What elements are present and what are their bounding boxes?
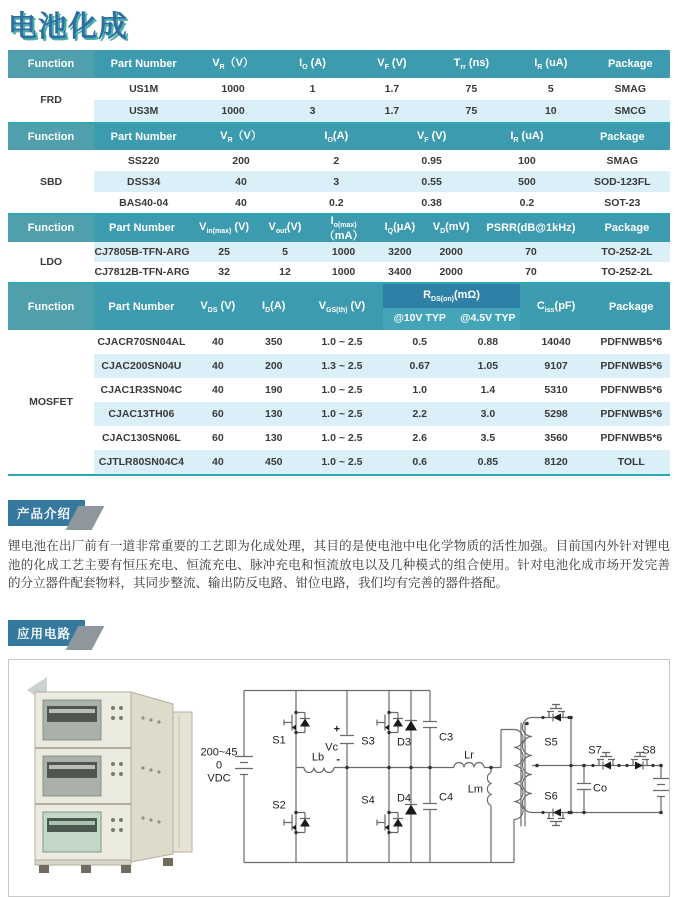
cell: SOT-23 [575, 192, 670, 214]
label-vc-minus: - [336, 753, 340, 766]
label-s2: S2 [272, 799, 286, 812]
cell: 190 [247, 378, 301, 402]
cell: PDFNWB5*6 [592, 402, 670, 426]
cell: 1.0 ~ 2.5 [301, 402, 384, 426]
column-header: $V_R(V)$ [193, 124, 288, 150]
function-cell: LDO [8, 242, 94, 283]
cell: 130 [247, 402, 301, 426]
cell: 40 [189, 450, 247, 475]
cell: CJAC200SN04U [94, 354, 189, 378]
column-header: Part Number [94, 50, 193, 78]
application-circuit-figure [8, 659, 670, 897]
table-row [8, 171, 670, 192]
table-row [8, 354, 670, 378]
label-c3: C3 [439, 731, 454, 744]
table-row [8, 450, 670, 475]
cell: 1.3 ~ 2.5 [301, 354, 384, 378]
cell: 100 [479, 150, 574, 171]
cell: 1.0 ~ 2.5 [301, 426, 384, 450]
column-header: Function [8, 124, 94, 150]
cell: 1.4 [456, 378, 520, 402]
cell: SS220 [94, 150, 193, 171]
cell: 0.55 [384, 171, 479, 192]
cell: 5 [258, 242, 312, 262]
column-header: Function [8, 50, 94, 78]
column-header: $V_R(V)$ [193, 50, 272, 78]
column-header: $I_Q(\mu A)$ [375, 215, 424, 242]
mosfet-s3 [377, 705, 403, 741]
cell: 0.38 [384, 192, 479, 214]
column-header: $V_{GS(th)}$ (V) [301, 284, 384, 330]
cell: TOLL [592, 450, 670, 475]
column-header: Part Number [94, 215, 190, 242]
cell: SMAG [575, 150, 670, 171]
cell: 1.7 [352, 78, 431, 100]
cell: 5298 [520, 402, 593, 426]
column-header: $V_{out}(V)$ [258, 215, 312, 242]
cell: 200 [247, 354, 301, 378]
cell: 2000 [424, 242, 478, 262]
cell: 1000 [193, 78, 272, 100]
column-subheader: @4.5V TYP [456, 308, 520, 330]
cell: 70 [478, 242, 584, 262]
cell: SMAG [591, 78, 670, 100]
cell: 0.5 [383, 330, 456, 354]
cell: 5310 [520, 378, 593, 402]
section-badge-application-label: 应用电路 [17, 626, 72, 641]
column-subheader: @10V TYP [383, 308, 456, 330]
cell: 32 [190, 262, 258, 283]
cell: CJACR70SN04AL [94, 330, 189, 354]
circuit-wires [235, 691, 669, 863]
label-lm: Lm [467, 783, 483, 796]
cell: CJAC1R3SN04C [94, 378, 189, 402]
function-cell: MOSFET [8, 330, 94, 475]
mosfet-s5 [541, 705, 570, 722]
column-header: $I_R$ (uA) [479, 124, 574, 150]
product-tables [8, 50, 670, 476]
application-section [8, 620, 670, 897]
column-header: $C_{iss}(pF)$ [520, 284, 593, 330]
cell: 1.0 ~ 2.5 [301, 378, 384, 402]
table-row [8, 262, 670, 283]
table-row [8, 242, 670, 262]
column-header: $I_D(A)$ [247, 284, 301, 330]
column-header: Function [8, 215, 94, 242]
label-lr: Lr [464, 749, 474, 762]
cell: DSS34 [94, 171, 193, 192]
cell: 10 [511, 100, 590, 123]
column-header: $V_{DS}$ (V) [189, 284, 247, 330]
label-s3: S3 [361, 735, 375, 748]
cell: US1M [94, 78, 193, 100]
cell: PDFNWB5*6 [592, 426, 670, 450]
cell: US3M [94, 100, 193, 123]
function-cell: FRD [8, 78, 94, 123]
cell: 500 [479, 171, 574, 192]
cell: 75 [432, 100, 511, 123]
column-header: $T_{rr}$ (ns) [432, 50, 511, 78]
cell: 0.88 [456, 330, 520, 354]
label-lb: Lb [311, 751, 325, 764]
cell: 40 [193, 192, 288, 214]
section-badge-intro [8, 500, 85, 526]
cell: PDFNWB5*6 [592, 354, 670, 378]
label-s6: S6 [544, 790, 558, 803]
cell: PDFNWB5*6 [592, 378, 670, 402]
cell: 0.95 [384, 150, 479, 171]
column-header: Function [8, 284, 94, 330]
table-row [8, 192, 670, 214]
cell: BAS40-04 [94, 192, 193, 214]
cell: 3 [289, 171, 384, 192]
column-header: $V_{in(max)}$ (V) [190, 215, 258, 242]
cell: CJ7805B-TFN-ARG [94, 242, 190, 262]
cell: 2000 [424, 262, 478, 283]
cell: 0.2 [289, 192, 384, 214]
cell: 2.6 [383, 426, 456, 450]
cell: 2 [289, 150, 384, 171]
cell: TO-252-2L [584, 262, 670, 283]
column-header: PSRR(dB@1kHz) [478, 215, 584, 242]
cell: 450 [247, 450, 301, 475]
cell: PDFNWB5*6 [592, 330, 670, 354]
cell: 0.85 [456, 450, 520, 475]
column-header: Package [575, 124, 670, 150]
table-row [8, 330, 670, 354]
label-source-line2: 0 [215, 759, 223, 772]
label-co: Co [593, 782, 608, 795]
table-mosfet [8, 284, 670, 476]
cell: 3.0 [456, 402, 520, 426]
label-s8: S8 [642, 744, 656, 757]
page [0, 4, 678, 867]
label-source-line1: 200~45 [200, 746, 238, 759]
cell: 1000 [312, 242, 376, 262]
column-header: $I_{o(max)}(mA)$ [312, 215, 376, 242]
cell: 3560 [520, 426, 593, 450]
cell: CJTLR80SN04C4 [94, 450, 189, 475]
cell: 200 [193, 150, 288, 171]
cell: 1.0 ~ 2.5 [301, 330, 384, 354]
page-title: 电池化成 [8, 11, 129, 43]
cell: TO-252-2L [584, 242, 670, 262]
cell: 75 [432, 78, 511, 100]
column-header: Package [584, 215, 670, 242]
cell: 2.2 [383, 402, 456, 426]
cell: 60 [189, 426, 247, 450]
cell: 5 [511, 78, 590, 100]
column-header: $V_F$ (V) [352, 50, 431, 78]
diode-d4 [405, 805, 417, 815]
cell: 3 [273, 100, 352, 123]
cell: 1.0 [383, 378, 456, 402]
equipment-photo [23, 672, 195, 884]
cell: 9107 [520, 354, 593, 378]
cell: 350 [247, 330, 301, 354]
section-badge-intro-label: 产品介绍 [17, 507, 72, 521]
cell: 25 [190, 242, 258, 262]
mosfet-s2 [284, 805, 310, 841]
column-header: $I_O$ (A) [273, 50, 352, 78]
table-row [8, 378, 670, 402]
intro-paragraph: 锂电池在出厂前有一道非常重要的工艺即为化成处理，其目的是使电池中电化学物质的活性加强。目前国内外针对锂电池的化成工艺主要有恒压充电、恒流充电、脉冲充电和恒流放电以及几种模式的组合使用。针对电池化成市场开发完善的分立器件配套物料，其同步整流、输出防反电路、钳位电路，我们均有完善的器件搭配。 [8, 539, 670, 590]
table-row [8, 150, 670, 171]
label-s4: S4 [361, 794, 375, 807]
column-header: $I_O(A)$ [289, 124, 384, 150]
mosfet-s4 [377, 805, 403, 841]
section-badge-application [8, 620, 85, 646]
table-ldo [8, 215, 670, 284]
cell: 3200 [375, 242, 424, 262]
table-row [8, 426, 670, 450]
cell: 0.2 [479, 192, 574, 214]
diode-d3 [405, 721, 417, 731]
label-d4: D4 [396, 792, 412, 805]
label-source-line3: VDC [207, 772, 231, 785]
mosfet-s1 [284, 705, 310, 741]
intro-section [8, 500, 670, 593]
label-c4: C4 [439, 791, 454, 804]
cell: 1000 [312, 262, 376, 283]
application-circuit-schematic [199, 675, 673, 880]
cell: 60 [189, 402, 247, 426]
cell: CJ7812B-TFN-ARG [94, 262, 190, 283]
cell: 1.0 ~ 2.5 [301, 450, 384, 475]
column-header: Package [592, 284, 670, 330]
table-row [8, 100, 670, 123]
cell: CJAC130SN06L [94, 426, 189, 450]
cell: 0.67 [383, 354, 456, 378]
column-header: $V_F$ (V) [384, 124, 479, 150]
cell: CJAC13TH06 [94, 402, 189, 426]
cell: SOD-123FL [575, 171, 670, 192]
cell: 1.7 [352, 100, 431, 123]
table-sbd [8, 124, 670, 215]
cabinet-back [173, 712, 192, 852]
cell: 14040 [520, 330, 593, 354]
column-header: Part Number [94, 124, 193, 150]
cell: 8120 [520, 450, 593, 475]
cabinet-side [131, 692, 173, 862]
cell: 12 [258, 262, 312, 283]
table-row [8, 402, 670, 426]
column-header: Package [591, 50, 670, 78]
cell: 40 [189, 354, 247, 378]
label-s5: S5 [544, 736, 558, 749]
mosfet-s6 [541, 809, 570, 826]
column-header: Part Number [94, 284, 189, 330]
label-s7: S7 [588, 744, 602, 757]
cell: 3.5 [456, 426, 520, 450]
table-row [8, 78, 670, 100]
table-frd [8, 50, 670, 124]
cell: 70 [478, 262, 584, 283]
label-vc: Vc [325, 741, 338, 754]
cell: 1000 [193, 100, 272, 123]
cell: 40 [193, 171, 288, 192]
function-cell: SBD [8, 150, 94, 214]
cell: 1.05 [456, 354, 520, 378]
cell: 0.6 [383, 450, 456, 475]
column-header: $V_D(mV)$ [424, 215, 478, 242]
column-header: $R_{DS(on)}(m\Omega)$ [383, 284, 519, 308]
cell: 1 [273, 78, 352, 100]
cell: 130 [247, 426, 301, 450]
label-vc-plus: + [333, 723, 340, 736]
cell: 40 [189, 330, 247, 354]
label-d3: D3 [396, 736, 412, 749]
cell: 3400 [375, 262, 424, 283]
label-s1: S1 [272, 734, 286, 747]
cell: 40 [189, 378, 247, 402]
cell: SMCG [591, 100, 670, 123]
column-header: $I_R$ (uA) [511, 50, 590, 78]
